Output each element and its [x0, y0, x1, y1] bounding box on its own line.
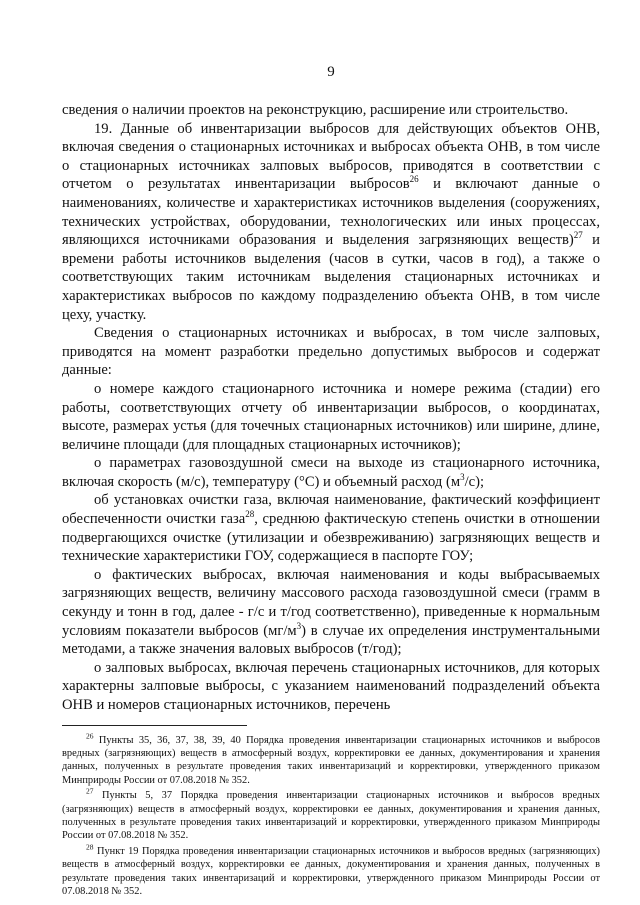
footnote-mark: 28 [86, 842, 94, 852]
paragraph-text: о параметрах газовоздушной смеси на выходе из стационарного источника, включая скорость (м/с), температуру (°С) и объемный расход (м [62, 455, 600, 490]
paragraph [62, 566, 600, 659]
footnote [62, 731, 600, 788]
paragraph [62, 380, 600, 454]
footnote-text: Пункты 35, 36, 37, 38, 39, 40 Порядка проведения инвентаризации стационарных источников и выбросов вредных (загрязняющих) веществ в атмосферный воздух, корректировки ее данных, документирования и хранения данных, полученных в результате проведения таких инвентаризаций и корректировки, утвержденного приказом Минприроды России от 07.08.2018 № 352. [62, 734, 600, 786]
footnote-reference: 27 [573, 230, 583, 241]
paragraph-text: /с); [464, 473, 485, 490]
page-number: 9 [327, 64, 335, 80]
paragraph [62, 120, 600, 325]
paragraph-text: Сведения о стационарных источниках и выбросах, в том числе залповых, приводятся на момент разработки предельно допустимых выбросов и содержат данные: [62, 325, 600, 379]
footnote-mark: 26 [86, 731, 94, 741]
footnote-list [62, 731, 600, 899]
paragraph-text: и включают данные о наименованиях, количестве и характеристиках источников выделения (сооружениях, технических устройствах, оборудовании, технологических или иных процессах, являющихся источниками образования и выделения загрязняющих веществ) [62, 176, 600, 249]
paragraph [62, 324, 600, 380]
paragraph [62, 101, 600, 120]
paragraph-text: о номере каждого стационарного источника и номере режима (стадии) его работы, соответствующих отчету об инвентаризации выбросов, о координатах, высоте, размерах устья (для точечных стационарных источников) или ширине, длине, величине площади (для площадных стационарных источников); [62, 380, 600, 453]
footnotes [62, 725, 600, 899]
paragraph [62, 491, 600, 565]
body-text [62, 101, 600, 715]
paragraph-text: о залповых выбросах, включая перечень стационарных источников, для которых характерны залповые выбросы, с указанием наименований подразделений объекта ОНВ и номеров стационарных источников, перечень [62, 659, 600, 713]
paragraph-text: и времени работы источников выделения (часов в сутки, часов в год), а также о соответствующих таким источникам выделения стационарных источниках и характеристиках выбросов по каждому подразделению объекта ОНВ, в том числе цеху, участку. [62, 232, 600, 323]
footnote-reference: 3 [460, 472, 465, 483]
footnote-reference: 26 [409, 174, 419, 185]
footnote-text: Пункт 19 Порядка проведения инвентаризации стационарных источников и выбросов вредных (загрязняющих) веществ в атмосферный воздух, корректировки ее данных, документирования и хранения данных, полученных в результате проведения таких инвентаризаций и корректировки, утвержденного приказом Минприроды России от 07.08.2018 № 352. [62, 845, 600, 898]
footnote-text: Пункты 5, 37 Порядка проведения инвентаризации стационарных источников и выбросов вредных (загрязняющих) веществ в атмосферный воздух, корректировки ее данных, документирования и хранения данных, полученных в результате проведения таких инвентаризаций и корректировки, утвержденного приказом Минприроды России от 07.08.2018 № 352. [62, 790, 600, 842]
paragraph-text: ) в случае их определения инструментальными методами, а также значения валовых выбросов (т/год); [62, 622, 601, 658]
footnote [62, 842, 600, 899]
footnote-reference: 3 [296, 620, 302, 631]
paragraph [62, 659, 600, 715]
footnote [62, 786, 600, 843]
paragraph-text: 19. Данные об инвентаризации выбросов для действующих объектов ОНВ, включая сведения о стационарных источниках и выбросах объекта ОНВ, в том числе о стационарных источниках залповых выбросов, приводятся в соответствии с отчетом о результатах инвентаризации выбросов [62, 120, 600, 193]
footnote-reference: 28 [245, 509, 255, 520]
footnote-mark: 27 [86, 786, 94, 796]
paragraph-text: , среднюю фактическую степень очистки в отношении подвергающихся очистке (утилизации и обезвреживанию) загрязняющих веществ и технические характеристики ГОУ, содержащиеся в паспорте ГОУ; [62, 511, 600, 565]
paragraph-text: сведения о наличии проектов на реконструкцию, расширение или строительство. [62, 102, 569, 118]
paragraph [62, 454, 600, 491]
footnote-separator [62, 725, 247, 726]
paragraph-text: об установках очистки газа, включая наименование, фактический коэффициент обеспеченности очистки газа [62, 492, 600, 528]
paragraph-text: о фактических выбросах, включая наименования и коды выбрасываемых загрязняющих веществ, величину массового расхода газовоздушной смеси (грамм в секунду и тонн в год, далее - г/с и т/год соответственно), приведенные к нормальным условиям показатели выбросов (мг/м [62, 566, 600, 639]
